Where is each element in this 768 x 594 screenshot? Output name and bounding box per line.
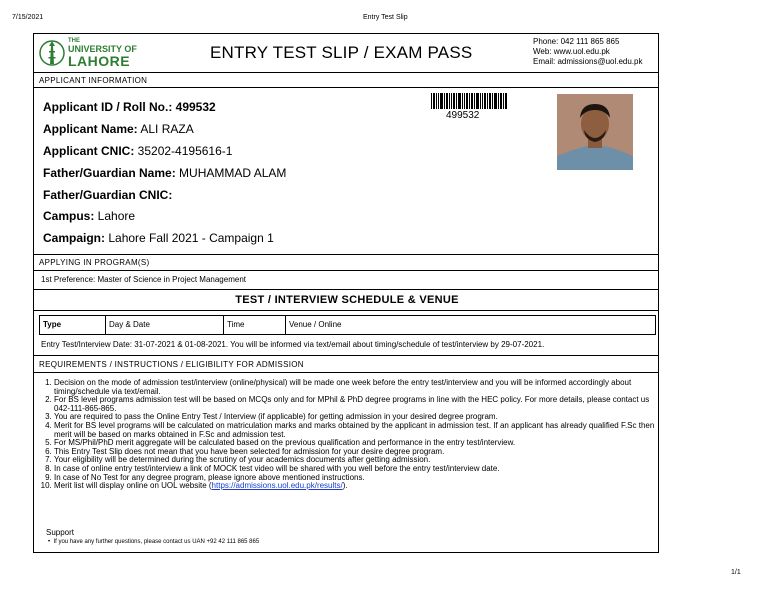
bullet-icon: • [48, 539, 54, 545]
logo-university-of: UNIVERSITY OF [68, 44, 137, 54]
print-date: 7/15/2021 [12, 14, 44, 21]
row-value: 35202-4195616-1 [134, 144, 233, 158]
contact-phone: Phone: 042 111 865 865 [533, 37, 620, 46]
list-item: 2. For BS level programs admission test will be based on MCQs only and for MPhil & PhD degree programs in line with the HEC policy. For more details, please contact us 042-111-865-865. [54, 396, 664, 413]
divider [34, 254, 658, 255]
list-item: 9. In case of No Test for any degree program, please ignore above mentioned instructions. [54, 474, 664, 483]
row-label: Applicant ID / Roll No.: [43, 100, 173, 114]
contact-block [533, 37, 643, 67]
divider [34, 355, 658, 356]
support-item [48, 539, 259, 545]
list-item: 6. This Entry Test Slip does not mean that you have been selected for admission for your desire degree program. [54, 448, 664, 457]
minar-logo-icon [39, 38, 65, 68]
divider [34, 87, 658, 88]
section-title-requirements: REQUIREMENTS / INSTRUCTIONS / ELIGIBILITY FOR ADMISSION [39, 360, 304, 369]
guardian-name-row [43, 166, 286, 180]
support-text: If you have any further questions, please contact us UAN +92 42 111 865 865 [53, 539, 260, 545]
applicant-name-row [43, 122, 194, 136]
page-number: 1/1 [731, 569, 741, 576]
campus-row [43, 209, 135, 223]
guardian-cnic-row [43, 188, 172, 202]
section-title-program: APPLYING IN PROGRAM(S) [39, 258, 150, 267]
column-header-venue: Venue / Online [289, 320, 342, 329]
logo-the: THE [68, 38, 80, 44]
column-header-date: Day & Date [106, 316, 224, 334]
column-header-type: Type [40, 316, 106, 334]
print-doc-title: Entry Test Slip [363, 14, 408, 21]
logo-lahore: LAHORE [68, 53, 131, 69]
requirements-list [42, 379, 664, 491]
divider [34, 72, 658, 73]
slip-frame [33, 33, 659, 553]
applicant-cnic-row [43, 144, 232, 158]
list-item: 7. Your eligibility will be determined during the scrutiny of your academics documents after getting admission. [54, 456, 664, 465]
list-item: 3. You are required to pass the Online Entry Test / Interview (if applicable) for getting admission in your desired degree program. [54, 413, 664, 422]
row-label: Applicant Name: [43, 122, 138, 136]
divider [34, 372, 658, 373]
contact-email: Email: admissions@uol.edu.pk [533, 57, 643, 66]
row-value: Lahore [94, 209, 136, 223]
program-preference: 1st Preference: Master of Science in Project Management [41, 275, 246, 284]
row-label: Father/Guardian CNIC: [43, 188, 173, 202]
divider [34, 270, 658, 271]
list-item: 1. Decision on the mode of admission test/interview (online/physical) will be made one week before the entry test/interview and you will be informed accordingly about timing/schedule via text/email. [54, 379, 664, 396]
university-logo [39, 38, 149, 68]
row-label: Campaign: [43, 231, 106, 245]
row-label: Father/Guardian Name: [43, 166, 176, 180]
contact-web: Web: www.uol.edu.pk [533, 47, 610, 56]
row-value: ALI RAZA [137, 122, 194, 136]
row-value: Lahore Fall 2021 - Campaign 1 [105, 231, 274, 245]
row-value: MUHAMMAD ALAM [175, 166, 287, 180]
support-title: Support [46, 528, 75, 537]
section-title-applicant: APPLICANT INFORMATION [39, 76, 148, 85]
page-title: ENTRY TEST SLIP / EXAM PASS [210, 43, 473, 62]
applicant-photo [557, 94, 633, 170]
schedule-note: Entry Test/Interview Date: 31-07-2021 & 01-08-2021. You will be informed via text/email about timing/schedule of test/interview by 29-07-2021. [41, 340, 545, 349]
row-value: 499532 [172, 100, 216, 114]
applicant-id-row [43, 100, 216, 114]
campaign-row [43, 231, 274, 245]
row-label: Campus: [43, 209, 95, 223]
merit-list-link[interactable]: https://admissions.uol.edu.pk/results/ [211, 481, 343, 491]
merit-text: Merit list will display online on UOL website ( [54, 481, 212, 491]
column-header-time: Time [224, 316, 286, 334]
barcode-number: 499532 [446, 110, 480, 121]
divider [34, 310, 658, 311]
merit-tail: ). [342, 481, 348, 491]
row-label: Applicant CNIC: [43, 144, 135, 158]
applicant-photo-icon [557, 94, 633, 170]
list-item: 4. Merit for BS level programs will be calculated on matriculation marks and marks obtained by the applicant in admission test. If an applicant has already qualified F.Sc then merit will be based on marks obtained in F.Sc and admission test. [54, 422, 664, 439]
barcode-icon [431, 93, 507, 109]
list-item-merit [54, 482, 664, 491]
divider [34, 289, 658, 290]
list-item: 5. For MS/Phil/PhD merit aggregate will be calculated based on the previous qualification and performance in the entry test/interview. [54, 439, 664, 448]
schedule-table [39, 315, 656, 335]
schedule-title: TEST / INTERVIEW SCHEDULE & VENUE [235, 294, 459, 306]
list-item: 8. In case of online entry test/interview a link of MOCK test video will be shared with you well before the entry test/interview date. [54, 465, 664, 474]
